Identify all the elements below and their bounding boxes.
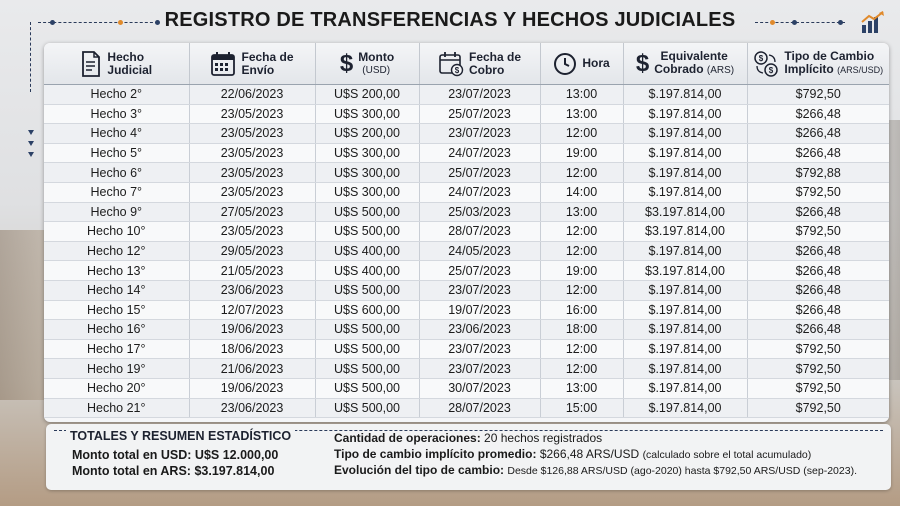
header-monto: $ Monto (USD) — [315, 43, 419, 85]
cell-fecha-cobro: 25/07/2023 — [419, 261, 540, 281]
table-row — [44, 241, 889, 261]
cell-hora: 12:00 — [540, 163, 623, 183]
table-row — [44, 182, 889, 202]
cell-tipo-cambio: $792,50 — [747, 85, 889, 105]
table-row — [44, 124, 889, 144]
cell-monto: U$S 600,00 — [315, 300, 419, 320]
cell-hora: 13:00 — [540, 378, 623, 398]
cell-equivalente: $.197.814,00 — [623, 320, 747, 340]
cell-fecha-cobro: 23/06/2023 — [419, 320, 540, 340]
cell-hora: 12:00 — [540, 124, 623, 144]
cell-equivalente: $3.197.814,00 — [623, 202, 747, 222]
cell-monto: U$S 500,00 — [315, 378, 419, 398]
cell-fecha-envio: 27/05/2023 — [189, 202, 315, 222]
cell-hora: 13:00 — [540, 85, 623, 105]
cell-equivalente: $.197.814,00 — [623, 359, 747, 379]
cell-hora: 16:00 — [540, 300, 623, 320]
cell-fecha-cobro: 23/07/2023 — [419, 124, 540, 144]
cell-tipo-cambio: $266,48 — [747, 143, 889, 163]
cell-fecha-envio: 23/05/2023 — [189, 124, 315, 144]
cell-hecho: Hecho 7° — [44, 182, 189, 202]
cell-monto: U$S 400,00 — [315, 241, 419, 261]
table-row — [44, 339, 889, 359]
cell-hecho: Hecho 13° — [44, 261, 189, 281]
table-row — [44, 378, 889, 398]
cell-monto: U$S 500,00 — [315, 398, 419, 418]
cell-fecha-cobro: 25/07/2023 — [419, 163, 540, 183]
cell-hora: 13:00 — [540, 104, 623, 124]
cell-monto: U$S 300,00 — [315, 143, 419, 163]
cell-equivalente: $3.197.814,00 — [623, 261, 747, 281]
cell-hecho: Hecho 5° — [44, 143, 189, 163]
exchange-icon — [753, 50, 779, 78]
cell-hora: 15:00 — [540, 398, 623, 418]
cell-fecha-envio: 23/06/2023 — [189, 280, 315, 300]
cell-monto: U$S 500,00 — [315, 320, 419, 340]
table-row — [44, 163, 889, 183]
decorative-line-vertical — [30, 22, 31, 92]
cell-tipo-cambio: $792,50 — [747, 378, 889, 398]
table-header-row — [44, 43, 889, 85]
table-row — [44, 85, 889, 105]
cell-equivalente: $.197.814,00 — [623, 182, 747, 202]
cell-tipo-cambio: $792,50 — [747, 359, 889, 379]
cell-hecho: Hecho 17° — [44, 339, 189, 359]
cell-equivalente: $.197.814,00 — [623, 398, 747, 418]
cell-equivalente: $.197.814,00 — [623, 104, 747, 124]
svg-text:$: $ — [759, 53, 764, 63]
cell-monto: U$S 500,00 — [315, 339, 419, 359]
summary-title: TOTALES Y RESUMEN ESTADÍSTICO — [66, 429, 295, 443]
summary-panel — [46, 424, 891, 490]
table-row — [44, 300, 889, 320]
cell-monto: U$S 500,00 — [315, 359, 419, 379]
cell-hecho: Hecho 9° — [44, 202, 189, 222]
cell-monto: U$S 400,00 — [315, 261, 419, 281]
cell-fecha-envio: 23/05/2023 — [189, 222, 315, 242]
cell-fecha-cobro: 25/07/2023 — [419, 104, 540, 124]
cell-hora: 19:00 — [540, 261, 623, 281]
cell-fecha-cobro: 24/07/2023 — [419, 143, 540, 163]
cell-fecha-envio: 21/05/2023 — [189, 261, 315, 281]
cell-fecha-cobro: 23/07/2023 — [419, 359, 540, 379]
calendar-icon — [210, 51, 236, 77]
cell-hora: 12:00 — [540, 222, 623, 242]
header-fecha-cobro: $ Fecha de Cobro — [419, 43, 540, 85]
svg-text:$: $ — [454, 65, 460, 75]
cell-fecha-envio: 21/06/2023 — [189, 359, 315, 379]
cell-fecha-cobro: 30/07/2023 — [419, 378, 540, 398]
cell-tipo-cambio: $792,50 — [747, 339, 889, 359]
header-equivalente-cobrado: $ Equivalente Cobrado (ARS) — [623, 43, 747, 85]
cell-hora: 12:00 — [540, 241, 623, 261]
cell-hora: 12:00 — [540, 339, 623, 359]
cell-hora: 12:00 — [540, 280, 623, 300]
cell-fecha-envio: 23/05/2023 — [189, 182, 315, 202]
cell-monto: U$S 300,00 — [315, 104, 419, 124]
cell-hecho: Hecho 14° — [44, 280, 189, 300]
cell-tipo-cambio: $266,48 — [747, 320, 889, 340]
calendar-money-icon — [438, 51, 464, 77]
cell-fecha-cobro: 24/05/2023 — [419, 241, 540, 261]
cell-tipo-cambio: $266,48 — [747, 261, 889, 281]
cell-monto: U$S 200,00 — [315, 85, 419, 105]
cell-fecha-cobro: 25/03/2023 — [419, 202, 540, 222]
cell-equivalente: $.197.814,00 — [623, 280, 747, 300]
table-row — [44, 202, 889, 222]
summary-totals: Monto total en USD: U$S 12.000,00 Monto total en ARS: $3.197.814,00 — [72, 448, 279, 478]
cell-equivalente: $.197.814,00 — [623, 241, 747, 261]
header-tipo-cambio: $ $ Tipo de Cambio Implícito (ARS/USD) — [747, 43, 889, 85]
table-row — [44, 143, 889, 163]
cell-fecha-envio: 23/05/2023 — [189, 104, 315, 124]
cell-monto: U$S 500,00 — [315, 222, 419, 242]
cell-fecha-envio: 23/05/2023 — [189, 143, 315, 163]
total-ars-value: $3.197.814,00 — [194, 464, 275, 478]
cell-hora: 14:00 — [540, 182, 623, 202]
cell-fecha-envio: 22/06/2023 — [189, 85, 315, 105]
cell-tipo-cambio: $266,48 — [747, 280, 889, 300]
sidebar-bullets — [28, 130, 34, 163]
table-row — [44, 222, 889, 242]
page-title: REGISTRO DE TRANSFERENCIAS Y HECHOS JUDICIALES — [164, 9, 736, 31]
cell-monto: U$S 200,00 — [315, 124, 419, 144]
cell-fecha-envio: 12/07/2023 — [189, 300, 315, 320]
cell-hora: 12:00 — [540, 359, 623, 379]
cell-tipo-cambio: $792,50 — [747, 222, 889, 242]
clock-icon — [553, 52, 577, 76]
cell-hecho: Hecho 2° — [44, 85, 189, 105]
dollar-icon: $ — [339, 50, 354, 77]
cell-fecha-cobro: 23/07/2023 — [419, 280, 540, 300]
cell-equivalente: $.197.814,00 — [623, 300, 747, 320]
cell-equivalente: $.197.814,00 — [623, 143, 747, 163]
cell-monto: U$S 300,00 — [315, 182, 419, 202]
cell-tipo-cambio: $792,50 — [747, 398, 889, 418]
table-row — [44, 320, 889, 340]
cell-hecho: Hecho 4° — [44, 124, 189, 144]
cell-hecho: Hecho 3° — [44, 104, 189, 124]
cell-fecha-envio: 29/05/2023 — [189, 241, 315, 261]
cell-tipo-cambio: $266,48 — [747, 202, 889, 222]
cell-monto: U$S 500,00 — [315, 280, 419, 300]
cell-hecho: Hecho 19° — [44, 359, 189, 379]
cell-fecha-envio: 19/06/2023 — [189, 378, 315, 398]
transfers-table — [44, 43, 889, 422]
cell-fecha-cobro: 28/07/2023 — [419, 222, 540, 242]
cell-hecho: Hecho 12° — [44, 241, 189, 261]
cell-fecha-envio: 19/06/2023 — [189, 320, 315, 340]
table-row — [44, 359, 889, 379]
cell-hecho: Hecho 10° — [44, 222, 189, 242]
cell-fecha-cobro: 23/07/2023 — [419, 85, 540, 105]
cell-fecha-cobro: 28/07/2023 — [419, 398, 540, 418]
header-hecho-judicial: Hecho Judicial — [44, 43, 189, 85]
header-hora: Hora — [540, 43, 623, 85]
cell-tipo-cambio: $266,48 — [747, 104, 889, 124]
cell-hora: 19:00 — [540, 143, 623, 163]
cell-fecha-cobro: 19/07/2023 — [419, 300, 540, 320]
cell-hora: 18:00 — [540, 320, 623, 340]
header-fecha-envio: Fecha de Envío — [189, 43, 315, 85]
ops-value: 20 hechos registrados — [484, 431, 603, 445]
document-icon — [80, 51, 102, 77]
table-row — [44, 398, 889, 418]
table-row — [44, 104, 889, 124]
table-row — [44, 261, 889, 281]
cell-fecha-envio: 23/05/2023 — [189, 163, 315, 183]
cell-equivalente: $.197.814,00 — [623, 378, 747, 398]
cell-equivalente: $.197.814,00 — [623, 85, 747, 105]
cell-equivalente: $.197.814,00 — [623, 124, 747, 144]
cell-tipo-cambio: $792,50 — [747, 182, 889, 202]
table-row — [44, 280, 889, 300]
summary-stats: Cantidad de operaciones: 20 hechos registrados Tipo de cambio implícito promedio: $266,48 ARS/USD (calculado sobre el total acumulado) Evolución del tipo de cambio: Desde $126,88 ARS/USD (ago-2020) hasta $792,50 ARS/USD (sep-2023). — [334, 431, 857, 477]
cell-monto: U$S 300,00 — [315, 163, 419, 183]
cell-fecha-envio: 23/06/2023 — [189, 398, 315, 418]
cell-hecho: Hecho 16° — [44, 320, 189, 340]
cell-tipo-cambio: $266,48 — [747, 124, 889, 144]
rate-evolution-value: Desde $126,88 ARS/USD (ago-2020) hasta $792,50 ARS/USD (sep-2023). — [507, 465, 857, 477]
total-usd-value: U$S 12.000,00 — [194, 448, 279, 462]
cell-equivalente: $.197.814,00 — [623, 163, 747, 183]
dollar-icon: $ — [635, 50, 650, 77]
cell-hora: 13:00 — [540, 202, 623, 222]
cell-hecho: Hecho 20° — [44, 378, 189, 398]
cell-tipo-cambio: $266,48 — [747, 241, 889, 261]
cell-tipo-cambio: $266,48 — [747, 300, 889, 320]
cell-equivalente: $3.197.814,00 — [623, 222, 747, 242]
cell-hecho: Hecho 21° — [44, 398, 189, 418]
cell-hecho: Hecho 15° — [44, 300, 189, 320]
svg-text:$: $ — [769, 65, 774, 75]
cell-hecho: Hecho 6° — [44, 163, 189, 183]
cell-fecha-envio: 18/06/2023 — [189, 339, 315, 359]
cell-equivalente: $.197.814,00 — [623, 339, 747, 359]
cell-tipo-cambio: $792,88 — [747, 163, 889, 183]
avg-rate-value: $266,48 ARS/USD — [539, 446, 640, 461]
cell-fecha-cobro: 23/07/2023 — [419, 339, 540, 359]
cell-fecha-cobro: 24/07/2023 — [419, 182, 540, 202]
cell-monto: U$S 500,00 — [315, 202, 419, 222]
